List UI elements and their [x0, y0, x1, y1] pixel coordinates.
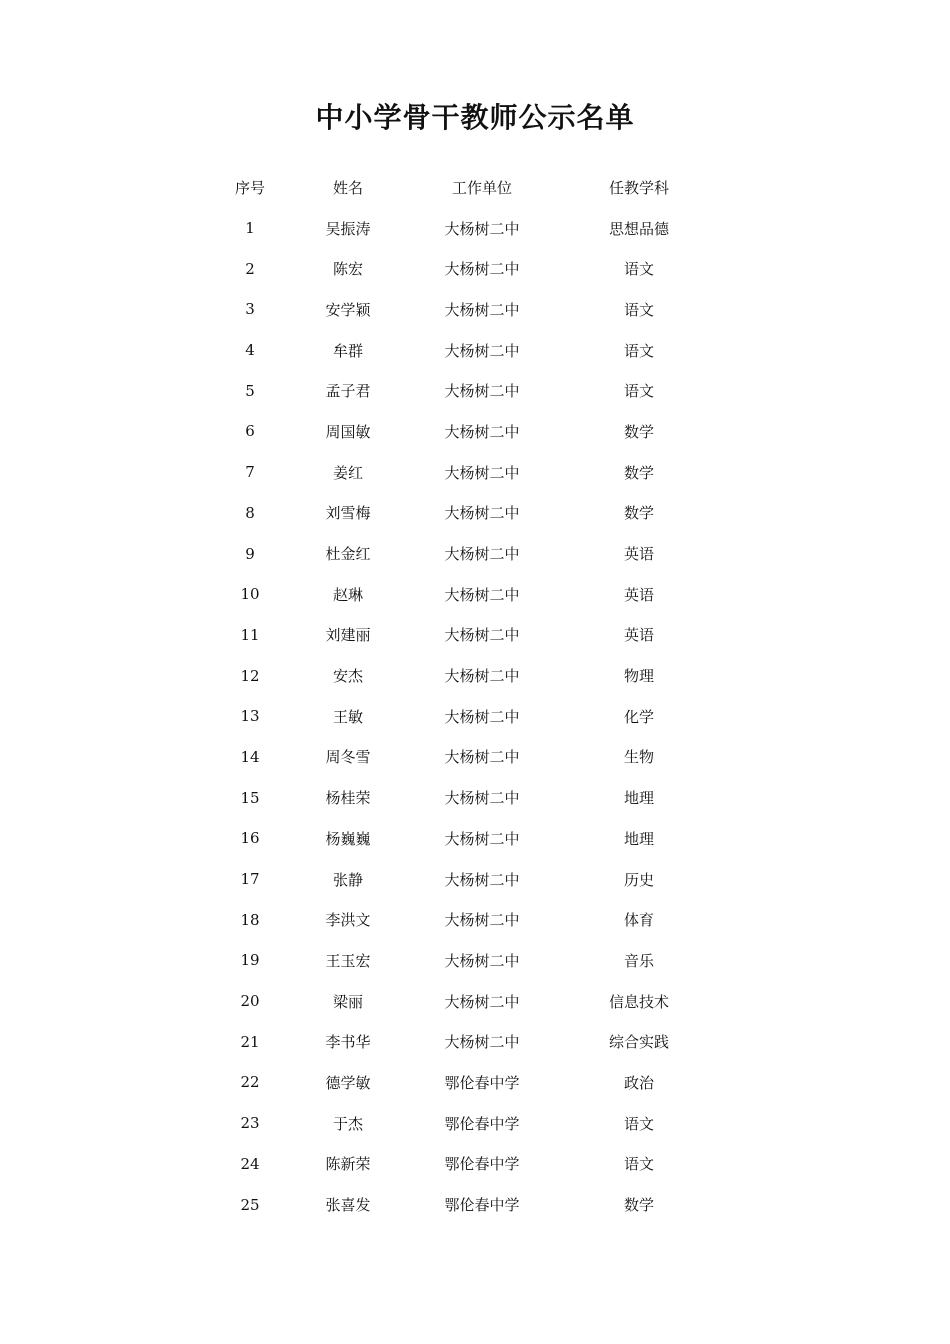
cell-number: 10 [240, 585, 260, 604]
cell-name: 梁丽 [332, 992, 363, 1011]
cell-name: 牟群 [332, 341, 363, 360]
cell-subject: 语文 [623, 260, 654, 279]
cell-subject: 数学 [623, 422, 654, 441]
cell-work-unit: 大杨树二中 [444, 422, 520, 441]
table-row [200, 737, 720, 778]
cell-name: 杨桂荣 [325, 789, 371, 808]
table-row [200, 940, 720, 981]
table-body [200, 208, 720, 1225]
cell-number: 20 [240, 992, 260, 1011]
cell-number: 17 [240, 870, 260, 889]
cell-number: 2 [245, 259, 255, 278]
cell-number: 25 [240, 1195, 260, 1214]
cell-name: 安杰 [332, 667, 363, 686]
table-row [200, 1103, 720, 1144]
cell-number: 5 [245, 381, 255, 400]
table-row [200, 1184, 720, 1225]
table-row [200, 289, 720, 330]
cell-work-unit: 大杨树二中 [444, 707, 520, 726]
cell-number: 15 [240, 788, 260, 807]
table-row [200, 818, 720, 859]
cell-name: 杜金红 [325, 545, 371, 564]
header-subject: 任教学科 [608, 178, 669, 197]
table-row [200, 248, 720, 289]
cell-work-unit: 鄂伦春中学 [444, 1196, 520, 1215]
cell-name: 张喜发 [325, 1196, 371, 1215]
table-row [200, 370, 720, 411]
cell-name: 李书华 [325, 1033, 371, 1052]
cell-subject: 音乐 [623, 951, 654, 970]
table-row [200, 981, 720, 1022]
cell-subject: 英语 [623, 545, 654, 564]
table-row [200, 1062, 720, 1103]
header-number: 序号 [234, 178, 265, 197]
cell-work-unit: 鄂伦春中学 [444, 1073, 520, 1092]
cell-name: 孟子君 [325, 382, 371, 401]
cell-subject: 数学 [623, 463, 654, 482]
cell-subject: 数学 [623, 1196, 654, 1215]
table-row [200, 452, 720, 493]
cell-name: 张静 [332, 870, 363, 889]
cell-number: 16 [240, 829, 260, 848]
cell-name: 李洪文 [325, 911, 371, 930]
cell-work-unit: 大杨树二中 [444, 1033, 520, 1052]
table-row [200, 899, 720, 940]
cell-work-unit: 大杨树二中 [444, 951, 520, 970]
table-row [200, 696, 720, 737]
table-row [200, 655, 720, 696]
cell-work-unit: 大杨树二中 [444, 504, 520, 523]
table-row [200, 615, 720, 656]
cell-number: 7 [245, 463, 255, 482]
cell-work-unit: 大杨树二中 [444, 545, 520, 564]
cell-subject: 英语 [623, 626, 654, 645]
cell-work-unit: 大杨树二中 [444, 382, 520, 401]
cell-number: 12 [240, 666, 260, 685]
cell-number: 23 [240, 1114, 260, 1133]
cell-number: 18 [240, 910, 260, 929]
cell-name: 赵琳 [332, 585, 363, 604]
cell-subject: 语文 [623, 300, 654, 319]
cell-subject: 物理 [623, 667, 654, 686]
cell-name: 刘建丽 [325, 626, 371, 645]
cell-name: 吴振涛 [325, 219, 371, 238]
cell-name: 刘雪梅 [325, 504, 371, 523]
cell-work-unit: 大杨树二中 [444, 870, 520, 889]
cell-subject: 语文 [623, 341, 654, 360]
cell-work-unit: 大杨树二中 [444, 585, 520, 604]
cell-number: 1 [245, 219, 255, 238]
header-work-unit: 工作单位 [451, 178, 512, 197]
table-row [200, 1144, 720, 1185]
cell-subject: 生物 [623, 748, 654, 767]
cell-name: 安学颖 [325, 300, 371, 319]
cell-number: 6 [245, 422, 255, 441]
cell-subject: 综合实践 [608, 1033, 669, 1052]
cell-subject: 英语 [623, 585, 654, 604]
cell-subject: 思想品德 [608, 219, 669, 238]
cell-subject: 体育 [623, 911, 654, 930]
table-row [200, 1021, 720, 1062]
cell-work-unit: 大杨树二中 [444, 219, 520, 238]
cell-subject: 信息技术 [608, 992, 669, 1011]
cell-number: 21 [240, 1032, 260, 1051]
cell-name: 德学敏 [325, 1073, 371, 1092]
cell-subject: 语文 [623, 1155, 654, 1174]
cell-subject: 语文 [623, 1114, 654, 1133]
cell-number: 22 [240, 1073, 260, 1092]
cell-subject: 历史 [623, 870, 654, 889]
cell-work-unit: 大杨树二中 [444, 626, 520, 645]
table-row [200, 777, 720, 818]
cell-name: 王敏 [332, 707, 363, 726]
table-row [200, 859, 720, 900]
cell-work-unit: 大杨树二中 [444, 300, 520, 319]
header-name: 姓名 [332, 178, 363, 197]
cell-name: 王玉宏 [325, 951, 371, 970]
page-title: 中小学骨干教师公示名单 [315, 101, 635, 134]
cell-work-unit: 大杨树二中 [444, 992, 520, 1011]
cell-subject: 地理 [623, 829, 654, 848]
cell-work-unit: 大杨树二中 [444, 829, 520, 848]
cell-work-unit: 大杨树二中 [444, 789, 520, 808]
table-row [200, 574, 720, 615]
cell-name: 陈新荣 [325, 1155, 371, 1174]
cell-subject: 数学 [623, 504, 654, 523]
table-row [200, 533, 720, 574]
cell-number: 3 [245, 300, 255, 319]
cell-work-unit: 鄂伦春中学 [444, 1114, 520, 1133]
cell-name: 陈宏 [332, 260, 363, 279]
cell-work-unit: 大杨树二中 [444, 341, 520, 360]
table-header-row [200, 167, 720, 208]
cell-name: 周冬雪 [325, 748, 371, 767]
cell-work-unit: 大杨树二中 [444, 748, 520, 767]
cell-subject: 政治 [623, 1073, 654, 1092]
cell-work-unit: 大杨树二中 [444, 260, 520, 279]
cell-work-unit: 大杨树二中 [444, 911, 520, 930]
cell-number: 13 [240, 707, 260, 726]
teacher-list-table [200, 167, 720, 1225]
cell-number: 11 [240, 625, 260, 644]
table-row [200, 493, 720, 534]
cell-work-unit: 鄂伦春中学 [444, 1155, 520, 1174]
cell-name: 杨巍巍 [325, 829, 371, 848]
cell-work-unit: 大杨树二中 [444, 463, 520, 482]
cell-number: 14 [240, 747, 260, 766]
cell-subject: 化学 [623, 707, 654, 726]
cell-number: 19 [240, 951, 260, 970]
cell-name: 于杰 [332, 1114, 363, 1133]
cell-number: 4 [245, 341, 255, 360]
cell-subject: 地理 [623, 789, 654, 808]
table-row [200, 411, 720, 452]
cell-name: 周国敏 [325, 422, 371, 441]
table-row [200, 208, 720, 249]
cell-number: 24 [240, 1154, 260, 1173]
cell-name: 姜红 [332, 463, 363, 482]
cell-number: 9 [245, 544, 255, 563]
table-row [200, 330, 720, 371]
cell-number: 8 [245, 503, 255, 522]
cell-work-unit: 大杨树二中 [444, 667, 520, 686]
cell-subject: 语文 [623, 382, 654, 401]
